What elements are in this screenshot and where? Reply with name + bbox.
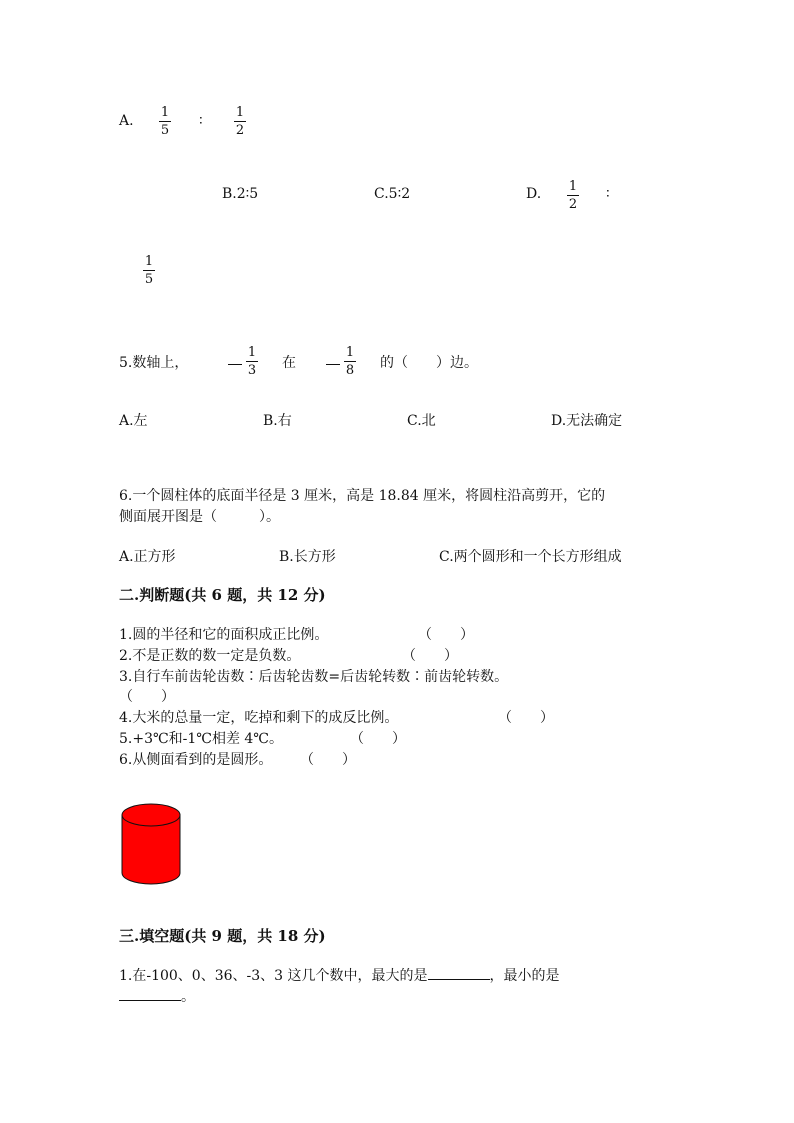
judge-item-6-answer-paren[interactable]: （ ）	[300, 752, 356, 768]
q5-suffix: 的（ ）边。	[380, 355, 478, 371]
judge-item-1-text: 1.圆的半径和它的面积成正比例。	[119, 627, 329, 643]
fraction-denominator: 2	[235, 123, 245, 138]
q4-option-d-fraction-1	[565, 180, 581, 211]
fraction-numerator: 1	[235, 105, 245, 120]
q5-prefix: 5.数轴上，	[119, 355, 189, 371]
judge-item-3-answer-paren[interactable]: （ ）	[119, 689, 175, 705]
fill-q1-text-end: 。	[181, 989, 195, 1005]
fraction-numerator: 1	[144, 254, 154, 269]
fraction-numerator: 1	[568, 179, 578, 194]
fill-q1-line-1	[119, 965, 560, 985]
fraction-numerator: 1	[345, 345, 355, 360]
q5-option-c: C.北	[407, 413, 436, 429]
q4-option-a-fraction-2	[232, 106, 248, 137]
q5-option-b: B.右	[263, 413, 292, 429]
q4-option-a-colon: ∶	[199, 113, 203, 129]
fill-q1-text-mid: ，最小的是	[489, 968, 560, 984]
q6-option-c: C.两个圆形和一个长方形组成	[439, 549, 622, 565]
fraction-denominator: 5	[160, 123, 170, 138]
fraction-denominator: 8	[345, 363, 355, 378]
section-3-title: 三.填空题(共 9 题，共 18 分)	[119, 927, 326, 945]
q6-option-b: B.长方形	[279, 549, 336, 565]
judge-item-2-text: 2.不是正数的数一定是负数。	[119, 648, 301, 664]
red-cylinder-figure	[118, 800, 184, 888]
fill-q1-text-start: 1.在-100、0、36、-3、3 这几个数中，最大的是	[119, 968, 428, 984]
fill-q1-line-2	[119, 986, 195, 1006]
fill-q1-blank-min[interactable]	[119, 988, 181, 1001]
judge-item-3-text: 3.自行车前齿轮齿数∶后齿轮齿数=后齿轮转数∶前齿轮转数。	[119, 669, 509, 685]
fraction-denominator: 2	[568, 197, 578, 212]
fraction-numerator: 1	[160, 105, 170, 120]
q4-option-a-fraction-1	[157, 106, 173, 137]
judge-item-1-answer-paren[interactable]: （ ）	[418, 627, 474, 643]
judge-item-5-answer-paren[interactable]: （ ）	[350, 731, 406, 747]
q5-middle-word: 在	[282, 355, 296, 371]
judge-item-5-text: 5.+3℃和-1℃相差 4℃。	[119, 731, 283, 747]
judge-item-4-answer-paren[interactable]: （ ）	[498, 710, 554, 726]
fraction-numerator: 1	[247, 345, 257, 360]
q5-option-d: D.无法确定	[551, 413, 623, 429]
q4-option-c: C.5∶2	[374, 186, 411, 202]
fill-q1-blank-max[interactable]	[428, 967, 490, 980]
minus-sign	[228, 364, 242, 365]
q4-option-b: B.2∶5	[222, 186, 259, 202]
fraction-denominator: 3	[247, 363, 257, 378]
minus-sign	[326, 364, 340, 365]
q6-option-a: A.正方形	[119, 549, 176, 565]
q4-option-a-letter: A.	[119, 113, 134, 129]
q4-option-d-fraction-2	[141, 255, 157, 286]
q4-option-d-letter: D.	[526, 186, 542, 202]
fraction-denominator: 5	[144, 272, 154, 287]
q6-text-line-2: 侧面展开图是（ ）。	[119, 509, 280, 525]
judge-item-2-answer-paren[interactable]: （ ）	[402, 648, 458, 664]
q5-fraction-2	[342, 346, 358, 377]
q5-fraction-1	[244, 346, 260, 377]
cylinder-top	[122, 804, 180, 826]
judge-item-4-text: 4.大米的总量一定，吃掉和剩下的成反比例。	[119, 710, 399, 726]
section-2-title: 二.判断题(共 6 题，共 12 分)	[119, 586, 326, 604]
q5-option-a: A.左	[119, 413, 148, 429]
q4-option-d-colon: ∶	[606, 186, 610, 202]
judge-item-6-text: 6.从侧面看到的是圆形。	[119, 752, 273, 768]
q6-text-line-1: 6.一个圆柱体的底面半径是 3 厘米，高是 18.84 厘米，将圆柱沿高剪开，它的	[119, 488, 606, 504]
